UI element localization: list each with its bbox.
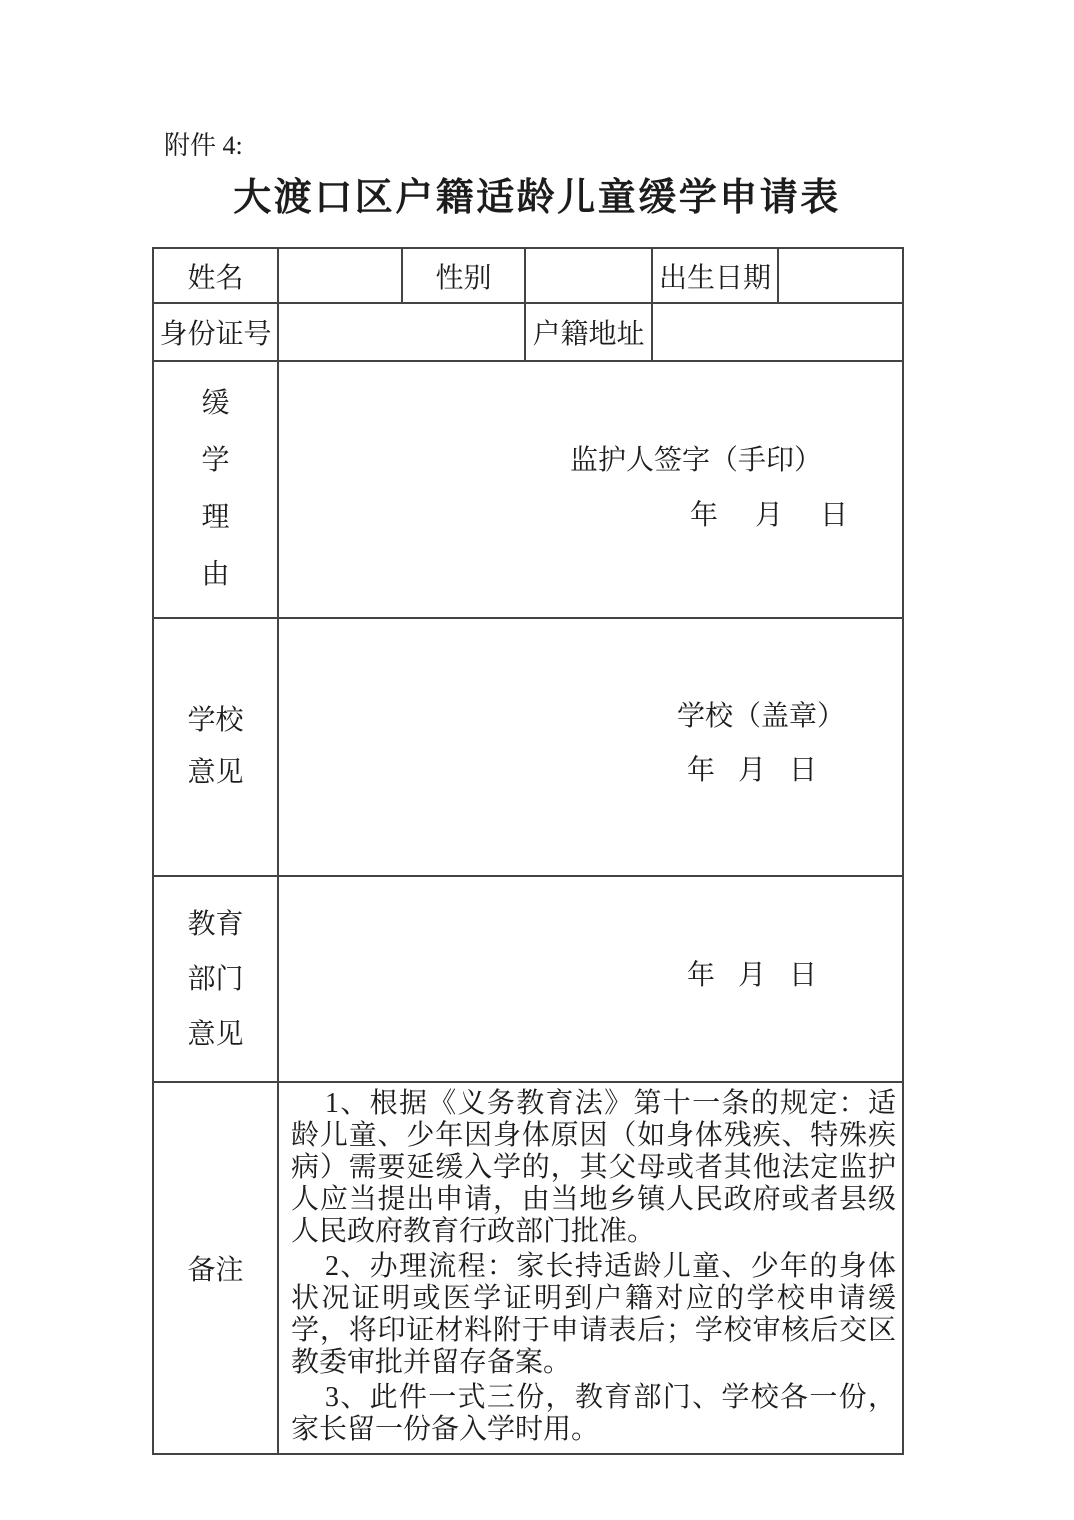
row-reason — [153, 361, 903, 618]
row-basic-2 — [153, 303, 903, 361]
id-number-label: 身份证号 — [153, 303, 278, 361]
reason-label-char: 学 — [201, 445, 230, 476]
address-label: 户籍地址 — [525, 303, 652, 361]
school-opinion-content-cell[interactable] — [278, 618, 903, 876]
page-title: 大渡口区户籍适龄儿童缓学申请表 — [233, 177, 841, 219]
row-school-opinion — [153, 618, 903, 876]
reason-label-char: 缓 — [201, 388, 230, 419]
education-opinion-label-line: 意见 — [187, 1018, 244, 1050]
name-value-cell[interactable] — [278, 248, 402, 303]
remarks-paragraph-1: 1、根据《义务教育法》第十一条的规定：适龄儿童、少年因身体原因（如身体残疾、特殊疾病）需要延缓入学的，其父母或者其他法定监护人应当提出申请，由当地乡镇人民政府或者县级人民政府教育行政部门批准。 — [291, 1088, 896, 1247]
school-opinion-label — [153, 618, 278, 876]
gender-label: 性别 — [402, 248, 525, 303]
row-remarks — [153, 1082, 903, 1454]
reason-content-cell[interactable] — [278, 361, 903, 618]
address-value-cell[interactable] — [652, 303, 903, 361]
attachment-label: 附件 4: — [164, 131, 243, 160]
reason-date-line: 年 月 日 — [689, 500, 848, 531]
row-basic-1 — [153, 248, 903, 303]
school-seal-block — [279, 690, 902, 804]
name-label: 姓名 — [153, 248, 278, 303]
remarks-paragraph-2: 2、办理流程：家长持适龄儿童、少年的身体状况证明或医学证明到户籍对应的学校申请缓学，将印证材料附于申请表后；学校审核后交区教委审批并留存备案。 — [291, 1251, 896, 1378]
remarks-label: 备注 — [153, 1082, 278, 1454]
birth-date-value-cell[interactable] — [778, 248, 903, 303]
school-opinion-label-line: 意见 — [187, 757, 244, 788]
row-education-opinion — [153, 876, 903, 1082]
gender-value-cell[interactable] — [525, 248, 652, 303]
school-seal-label: 学校（盖章） — [676, 701, 845, 732]
school-opinion-label-line: 学校 — [187, 705, 244, 736]
reason-label-char: 由 — [201, 559, 230, 590]
education-date-block — [279, 949, 902, 1010]
school-date-line: 年 月 日 — [686, 755, 817, 786]
reason-label-char: 理 — [201, 502, 230, 533]
guardian-signature-block — [279, 433, 902, 546]
reason-label — [153, 361, 278, 618]
id-number-value-cell[interactable] — [278, 303, 525, 361]
education-date-line: 年 月 日 — [686, 959, 817, 991]
birth-date-label: 出生日期 — [652, 248, 778, 303]
guardian-signature-label: 监护人签字（手印） — [569, 445, 822, 476]
education-opinion-content-cell[interactable] — [278, 876, 903, 1082]
education-opinion-label-line: 部门 — [187, 963, 244, 995]
education-opinion-label — [153, 876, 278, 1082]
education-opinion-label-line: 教育 — [187, 908, 244, 940]
application-form-table — [152, 247, 904, 1455]
remarks-content-cell — [278, 1082, 903, 1454]
remarks-paragraph-3: 3、此件一式三份，教育部门、学校各一份，家长留一份备入学时用。 — [291, 1382, 896, 1445]
